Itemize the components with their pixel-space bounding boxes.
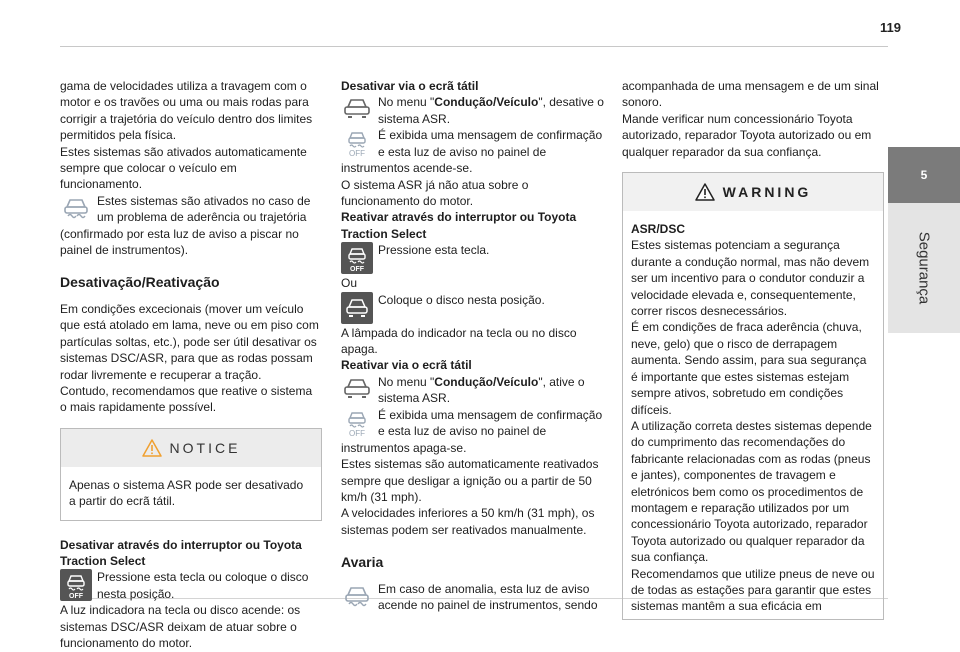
svg-text:OFF: OFF	[69, 593, 83, 601]
confirm-off-text: É exibida uma mensagem de confirmação e esta luz de aviso no painel de instrumentos acende-se.	[341, 128, 603, 176]
notice-title: NOTICE	[169, 439, 241, 456]
esp-off-button-icon	[60, 569, 92, 601]
switch-on-heading: Reativar através do interruptor ou Toyota Traction Select	[341, 210, 577, 241]
skid-off-warning-icon	[341, 407, 373, 439]
lamp-off-text: A lâmpada do indicador na tecla ou no disco apaga.	[341, 325, 577, 357]
screen-on-heading: Reativar via o ecrã tátil	[341, 358, 472, 373]
warning-box	[622, 172, 884, 620]
continuation-text: acompanhada de uma mensagem e de um sinal sonoro.	[622, 79, 879, 110]
fault-heading: Avaria	[341, 554, 384, 571]
fault-warning-row	[341, 581, 606, 614]
warning-p1: Estes sistemas potenciam a segurança durante a condução normal, mas não devem ser um incentivo para o condutor conduzir a velocidade elevada e, consequentemente, correr riscos desnecessários.	[631, 238, 870, 319]
auto-activation-text: Estes sistemas são ativados automaticamente sempre que colocar o veículo em funcionamento.	[60, 144, 307, 192]
car-menu-icon	[341, 374, 373, 406]
notice-text: Apenas o sistema ASR pode ser desativado a partir do ecrã tátil.	[69, 477, 304, 509]
press-key-row	[341, 242, 606, 275]
menu-off-text: No menu "Condução/Veículo", desative o sistema ASR.	[378, 95, 604, 126]
dial-text: Coloque o disco nesta posição.	[378, 292, 545, 307]
fault-activation-text: Estes sistemas são ativados no caso de um problema de aderência ou trajetória (confirmado por esta luz de aviso a piscar no painel de instrumentos).	[60, 193, 311, 258]
traction-dial-icon	[341, 292, 373, 324]
svg-text:OFF: OFF	[350, 266, 364, 274]
menu-off-row	[341, 94, 606, 127]
menu-name-on: Condução/Veículo	[434, 374, 539, 389]
screen-off-heading: Desativar via o ecrã tátil	[341, 79, 479, 93]
or-text: Ou	[341, 276, 358, 291]
chapter-tab-text: Segurança	[915, 231, 933, 305]
auto-reactivate-text: Estes sistemas são automaticamente reativados sempre que desligar a ignição ou a partir de 50 km/h (31 mph).	[341, 457, 599, 504]
switch-off-result: A luz indicadora na tecla ou disco acende: os sistemas DSC/ASR deixam de atuar sobre o funcionamento do motor.	[60, 603, 301, 651]
warning-header	[623, 173, 883, 211]
esp-off-button-icon	[341, 242, 373, 274]
svg-text:OFF: OFF	[349, 428, 365, 438]
manual-reactivate-text: A velocidades inferiores a 50 km/h (31 mph), os sistemas podem ser reativados manualmente.	[341, 506, 595, 537]
warning-p4: Recomendamos que utilize pneus de neve ou de todas as estações para garantir que estes sistemas mantêm a sua eficácia em	[631, 566, 875, 614]
warning-triangle-icon	[142, 439, 162, 457]
warning-subheading: ASR/DSC	[631, 222, 686, 237]
intro-text: gama de velocidades utiliza a travagem com o motor e os travões ou uma ou mais rodas para corrigir a trajetória do veículo dentro dos limites permitidos pela física.	[60, 79, 313, 143]
menu-on-text: No menu "Condução/Veículo", ative o sistema ASR.	[378, 374, 585, 406]
confirm-on-row	[341, 407, 606, 456]
car-menu-icon	[341, 94, 373, 126]
fault-row	[60, 193, 322, 259]
recommend-text: Contudo, recomendamos que reative o sistema o mais rapidamente possível.	[60, 383, 313, 415]
page-number: 119	[880, 20, 901, 35]
asr-inactive-text: O sistema ASR já não atua sobre o funcionamento do motor.	[341, 177, 529, 209]
menu-name: Condução/Veículo	[434, 95, 539, 110]
confirm-on-text: É exibida uma mensagem de confirmação e esta luz de aviso no painel de instrumentos apaga-se.	[341, 407, 603, 455]
skid-warning-icon	[341, 581, 373, 613]
warning-p3: A utilização correta destes sistemas depende do cumprimento das recomendações do fabricante relacionadas com as rodas (pneus e jantes), componentes de travagem e eletrónicos bem como os procedimentos de montagem e reparação utilizados por um concessionário Toyota autorizado, reparador Toyota autorizado ou qualquer reparador da sua confiança.	[631, 418, 872, 565]
menu-on-row	[341, 374, 606, 407]
dial-row	[341, 292, 606, 325]
column-2	[341, 78, 606, 614]
skid-warning-icon	[60, 193, 92, 225]
skid-off-warning-icon	[341, 127, 373, 159]
switch-off-row	[60, 569, 322, 602]
deactivation-text: Em condições excecionais (mover um veículo que está atolado em lama, neve ou em piso com partículas soltas, etc.), pode ser útil desativar os sistemas DSC/ASR, para que as rodas possam rodar livremente e recuperar a tração.	[60, 301, 319, 382]
switch-off-text: Pressione esta tecla ou coloque o disco nesta posição.	[97, 570, 309, 601]
switch-off-heading: Desativar através do interruptor ou Toyota Traction Select	[60, 537, 302, 568]
confirm-off-row	[341, 127, 606, 176]
svg-text:OFF: OFF	[349, 149, 365, 159]
warning-p2: É em condições de fraca aderência (chuva, neve, gelo) que o risco de derrapagem aumenta. Sendo assim, para sua segurança é importante que estes sistemas estejam sempre ativos, sobretudo em condições difíceis.	[631, 320, 867, 417]
dealer-text: Mande verificar num concessionário Toyota autorizado, reparador Toyota autorizado ou em qualquer reparador da sua confiança.	[622, 111, 872, 159]
press-key-text: Pressione esta tecla.	[378, 243, 490, 258]
warning-triangle-icon	[695, 183, 715, 201]
notice-box	[60, 428, 322, 521]
column-1	[60, 78, 322, 652]
warning-title: WARNING	[722, 183, 812, 200]
chapter-tab-label[interactable]	[888, 203, 960, 333]
fault-warning-text: Em caso de anomalia, esta luz de aviso acende no painel de instrumentos, sendo	[378, 581, 598, 612]
chapter-tab-number[interactable]: 5	[888, 147, 960, 203]
column-3	[622, 78, 884, 636]
deactivation-heading: Desativação/Reativação	[60, 274, 220, 291]
notice-header	[61, 429, 321, 467]
top-divider	[60, 46, 888, 47]
